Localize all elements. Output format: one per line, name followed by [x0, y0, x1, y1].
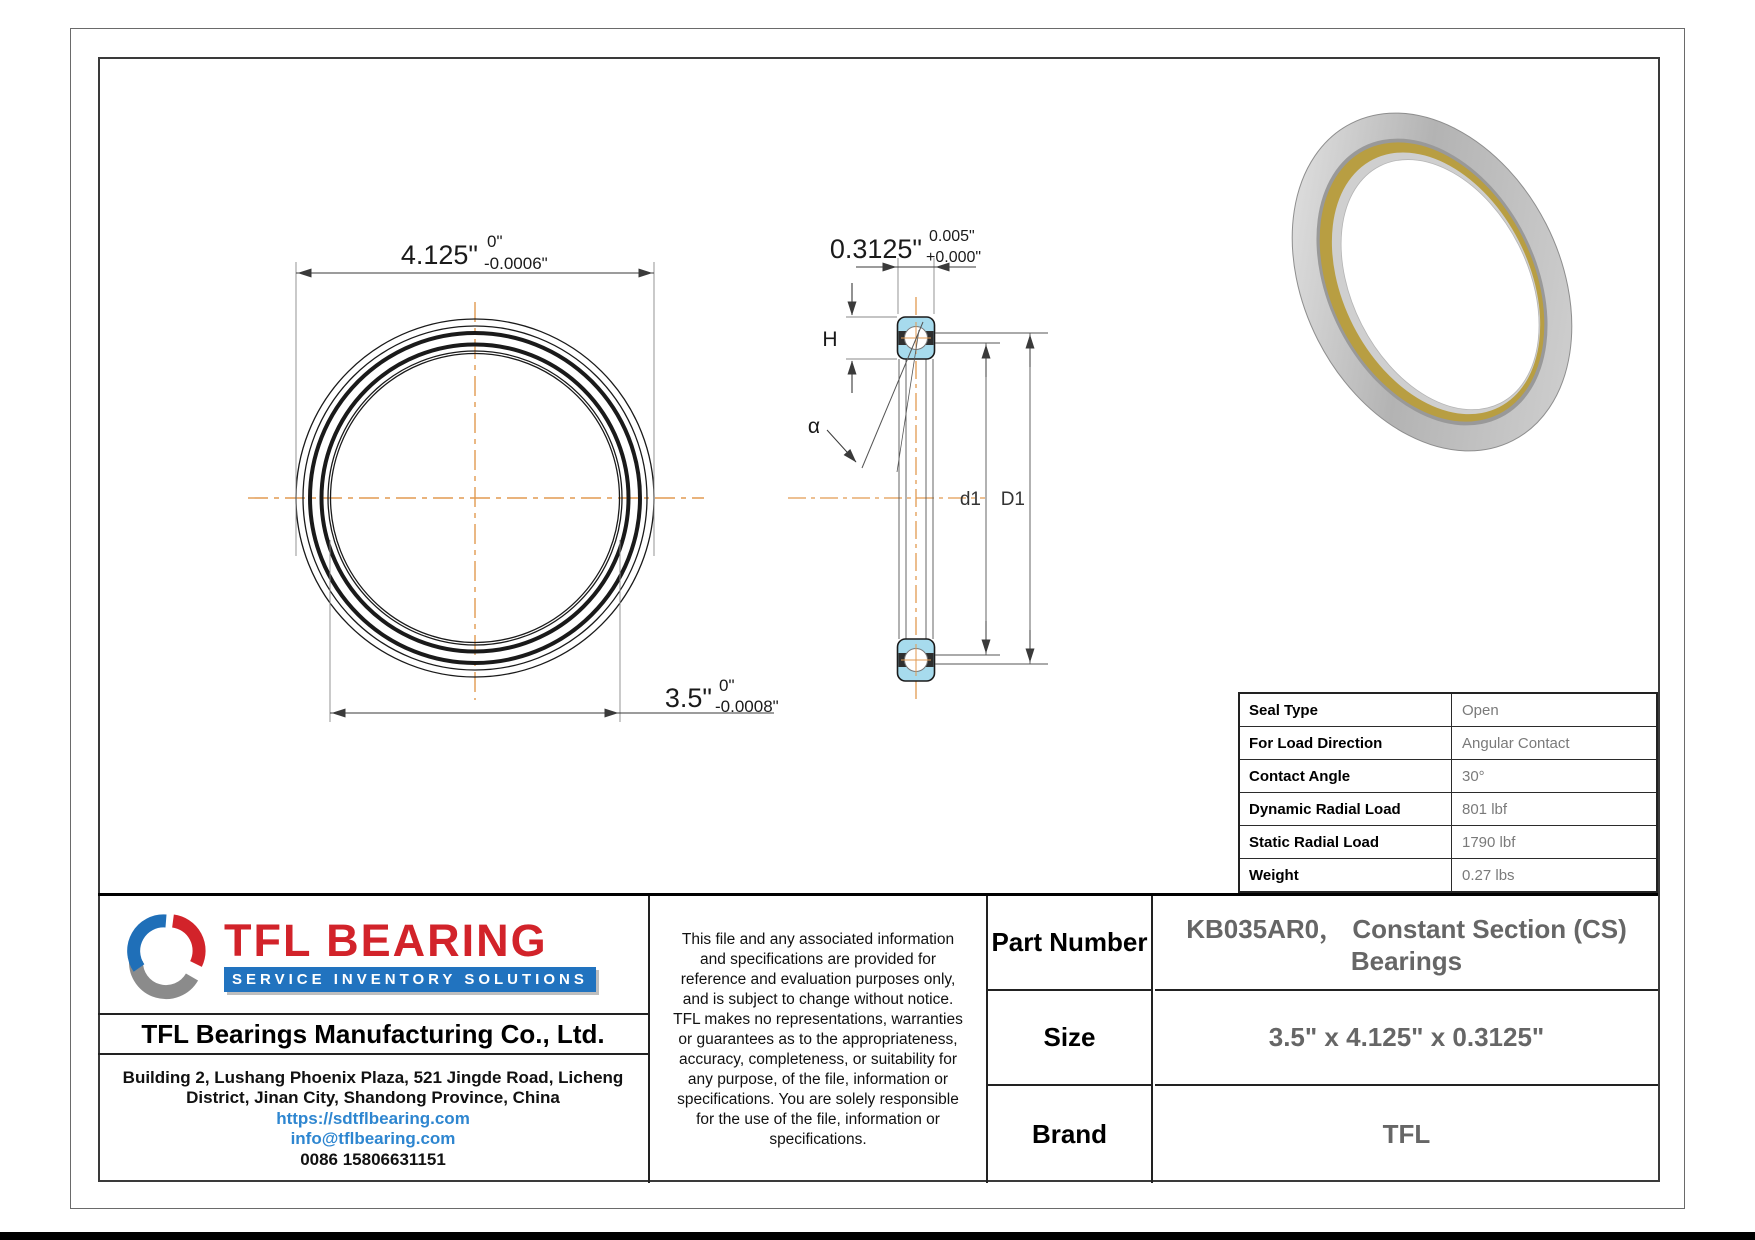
dim-outer-tol-bottom: -0.0006" [484, 254, 548, 273]
field-label-size: Size [988, 991, 1153, 1086]
title-block [98, 893, 1658, 1180]
company-logo [98, 896, 650, 1015]
centerlines [248, 302, 704, 700]
address-line-2: District, Jinan City, Shandong Province, China [186, 1088, 560, 1108]
table-row [1240, 792, 1656, 825]
table-row [1240, 825, 1656, 858]
dim-bore-tol-bottom: -0.0008" [715, 697, 779, 716]
dim-width-tol-top: 0.005" [929, 228, 975, 245]
label-h: H [822, 328, 838, 351]
dim-section-height [822, 283, 897, 393]
field-label-part-number: Part Number [988, 896, 1153, 991]
spec-label: Weight [1240, 859, 1452, 891]
dim-bore-tol-top: 0" [719, 676, 735, 695]
dim-width-tol-bottom: +0.000" [926, 249, 982, 266]
field-value-part-number: KB035AR0， Constant Section (CS) Bearings [1155, 896, 1658, 991]
front-view [248, 232, 779, 722]
label-d1: d1 [959, 489, 981, 510]
section-cut-bottom [898, 639, 935, 681]
spec-label: For Load Direction [1240, 727, 1452, 759]
spec-label: Dynamic Radial Load [1240, 793, 1452, 825]
logo-wordmark: TFL BEARING [224, 914, 548, 966]
table-row [1240, 858, 1656, 891]
spec-value: 30° [1462, 767, 1485, 785]
spec-label: Seal Type [1240, 694, 1452, 726]
section-view [788, 228, 1048, 703]
label-D1: D1 [1000, 489, 1025, 510]
spec-value: Open [1462, 701, 1499, 719]
table-row [1240, 726, 1656, 759]
spec-value: 1790 lbf [1462, 833, 1516, 851]
field-value-brand: TFL [1382, 1119, 1431, 1149]
email-link[interactable]: info@tflbearing.com [290, 1129, 456, 1149]
logo-swirl-icon [124, 904, 212, 1006]
spec-label: Static Radial Load [1240, 826, 1452, 858]
section-centerlines [788, 297, 985, 703]
address-line-1: Building 2, Lushang Phoenix Plaza, 521 Jingde Road, Licheng [122, 1067, 624, 1087]
phone-number: 0086 15806631151 [300, 1149, 446, 1169]
dim-outer-value: 4.125" [400, 240, 478, 270]
dim-width-value: 0.3125" [829, 234, 922, 264]
spec-value: 0.27 lbs [1462, 866, 1515, 884]
spec-value: 801 lbf [1462, 800, 1508, 818]
field-label-brand: Brand [988, 1086, 1153, 1183]
bearing-3d-render [1237, 65, 1627, 498]
label-alpha: α [807, 415, 821, 438]
field-value-size: 3.5" x 4.125" x 0.3125" [1155, 991, 1658, 1086]
disclaimer-text: This file and any associated information and specifications are provided for reference and evaluation purposes only, and is subject to change without notice. TFL makes no representations, warranties or guarantees as to the appropriateness, accuracy, completeness, or suitability for any purpose, of the file, information or specifications. You are solely responsible for the use of the file, information or specifications. [650, 896, 988, 1183]
dim-outer-tol-top: 0" [487, 232, 503, 251]
dim-bore-value: 3.5" [664, 683, 712, 713]
website-link[interactable]: https://sdtflbearing.com [276, 1108, 470, 1128]
spec-value: Angular Contact [1462, 734, 1570, 752]
table-row [1240, 694, 1656, 726]
company-name: TFL Bearings Manufacturing Co., Ltd. [98, 1015, 650, 1055]
spec-label: Contact Angle [1240, 760, 1452, 792]
company-address [98, 1055, 650, 1183]
spec-table [1238, 692, 1658, 893]
table-row [1240, 759, 1656, 792]
logo-text [224, 914, 596, 992]
logo-tagline: SERVICE INVENTORY SOLUTIONS [224, 967, 596, 992]
page-bottom-strip [0, 1232, 1755, 1240]
